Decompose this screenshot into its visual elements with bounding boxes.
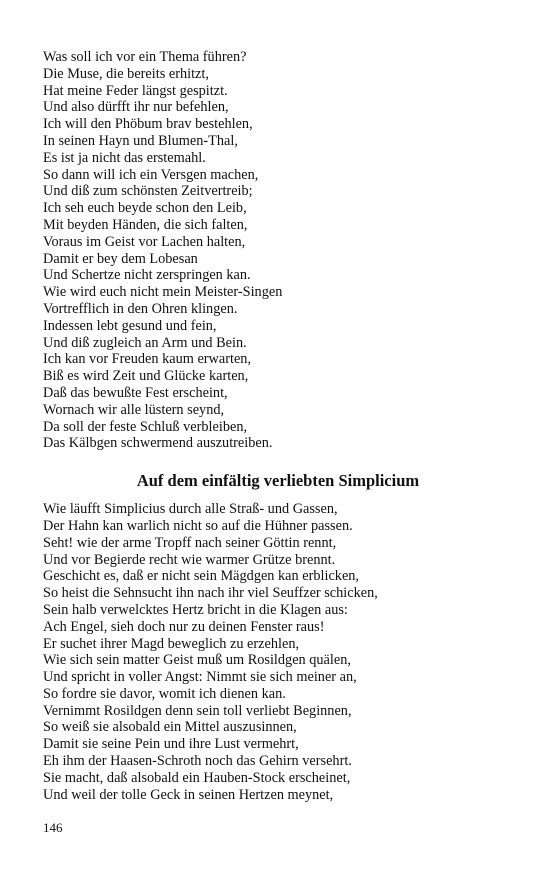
verse-line: Es ist ja nicht das erstemahl. [43,149,206,166]
verse-line: Voraus im Geist vor Lachen halten, [43,233,246,250]
verse-line: Ich will den Phöbum brav bestehlen, [43,116,253,133]
verse-line: Sein halb verwelcktes Hertz bricht in die Klagen aus: [43,601,348,618]
verse-line: Damit sie seine Pein und ihre Lust vermehrt, [43,736,299,753]
verse-line: Damit er bey dem Lobesan [43,250,198,267]
verse-line: Und also dürfft ihr nur befehlen, [43,99,229,116]
verse-line: Daß das bewußte Fest erscheint, [43,384,228,401]
poem-second-stanza [43,501,513,803]
verse-line: Vortrefflich in den Ohren klingen. [43,300,238,317]
verse-line: Geschicht es, daß er nicht sein Mägdgen kan erblicken, [43,568,360,585]
verse-line: Ich kan vor Freuden kaum erwarten, [43,351,252,368]
verse-line: Und Schertze nicht zerspringen kan. [43,267,251,284]
verse-line: Hat meine Feder längst gespitzt. [43,82,228,99]
book-page [43,49,513,803]
verse-line: Seht! wie der arme Tropff nach seiner Göttin rennt, [43,534,337,551]
verse-line: So weiß sie alsobald ein Mittel auszusinnen, [43,719,297,736]
verse-line: Und diß zugleich an Arm und Bein. [43,334,247,351]
verse-line: Was soll ich vor ein Thema führen? [43,49,247,65]
verse-line: Eh ihm der Haasen-Schroth noch das Gehirn versehrt. [43,753,352,770]
verse-line: So heist die Sehnsucht ihn nach ihr viel Seuffzer schicken, [43,585,378,602]
verse-line: Das Kälbgen schwermend auszutreiben. [43,435,273,452]
verse-line: Und weil der tolle Geck in seinen Hertzen meynet, [43,786,334,803]
verse-line: Ich seh euch beyde schon den Leib, [43,200,247,217]
verse-line: Sie macht, daß alsobald ein Hauben-Stock erscheinet, [43,769,351,786]
verse-line: Der Hahn kan warlich nicht so auf die Hühner passen. [43,517,353,534]
verse-line: Und spricht in voller Angst: Nimmt sie sich meiner an, [43,669,357,686]
verse-line: Die Muse, die bereits erhitzt, [43,65,209,82]
verse-line: Wie sich sein matter Geist muß um Rosildgen quälen, [43,652,351,669]
verse-line: Vernimmt Rosildgen denn sein toll verliebt Beginnen, [43,702,352,719]
verse-line: In seinen Hayn und Blumen-Thal, [43,132,238,149]
verse-line: Und vor Begierde recht wie warmer Grütze brennt. [43,551,336,568]
verse-line: Da soll der feste Schluß verbleiben, [43,418,248,435]
verse-line: Biß es wird Zeit und Glücke karten, [43,368,249,385]
poem-first-stanza [43,49,513,452]
verse-line: So dann will ich ein Versgen machen, [43,166,259,183]
verse-line: Und diß zum schönsten Zeitvertreib; [43,183,253,200]
verse-line: Mit beyden Händen, die sich falten, [43,216,248,233]
verse-line: Wie wird euch nicht mein Meister-Singen [43,284,283,301]
verse-line: Indessen lebt gesund und fein, [43,317,217,334]
verse-line: Ach Engel, sieh doch nur zu deinen Fenster raus! [43,618,325,635]
verse-line: Wie läufft Simplicius durch alle Straß- und Gassen, [43,501,338,518]
page-number: 146 [43,820,63,835]
verse-line: Wornach wir alle lüstern seynd, [43,401,225,418]
poem-title: Auf dem einfältig verliebten Simplicium [136,471,420,491]
verse-line: So fordre sie davor, womit ich dienen kan. [43,685,286,702]
verse-line: Er suchet ihrer Magd beweglich zu erzehlen, [43,635,300,652]
